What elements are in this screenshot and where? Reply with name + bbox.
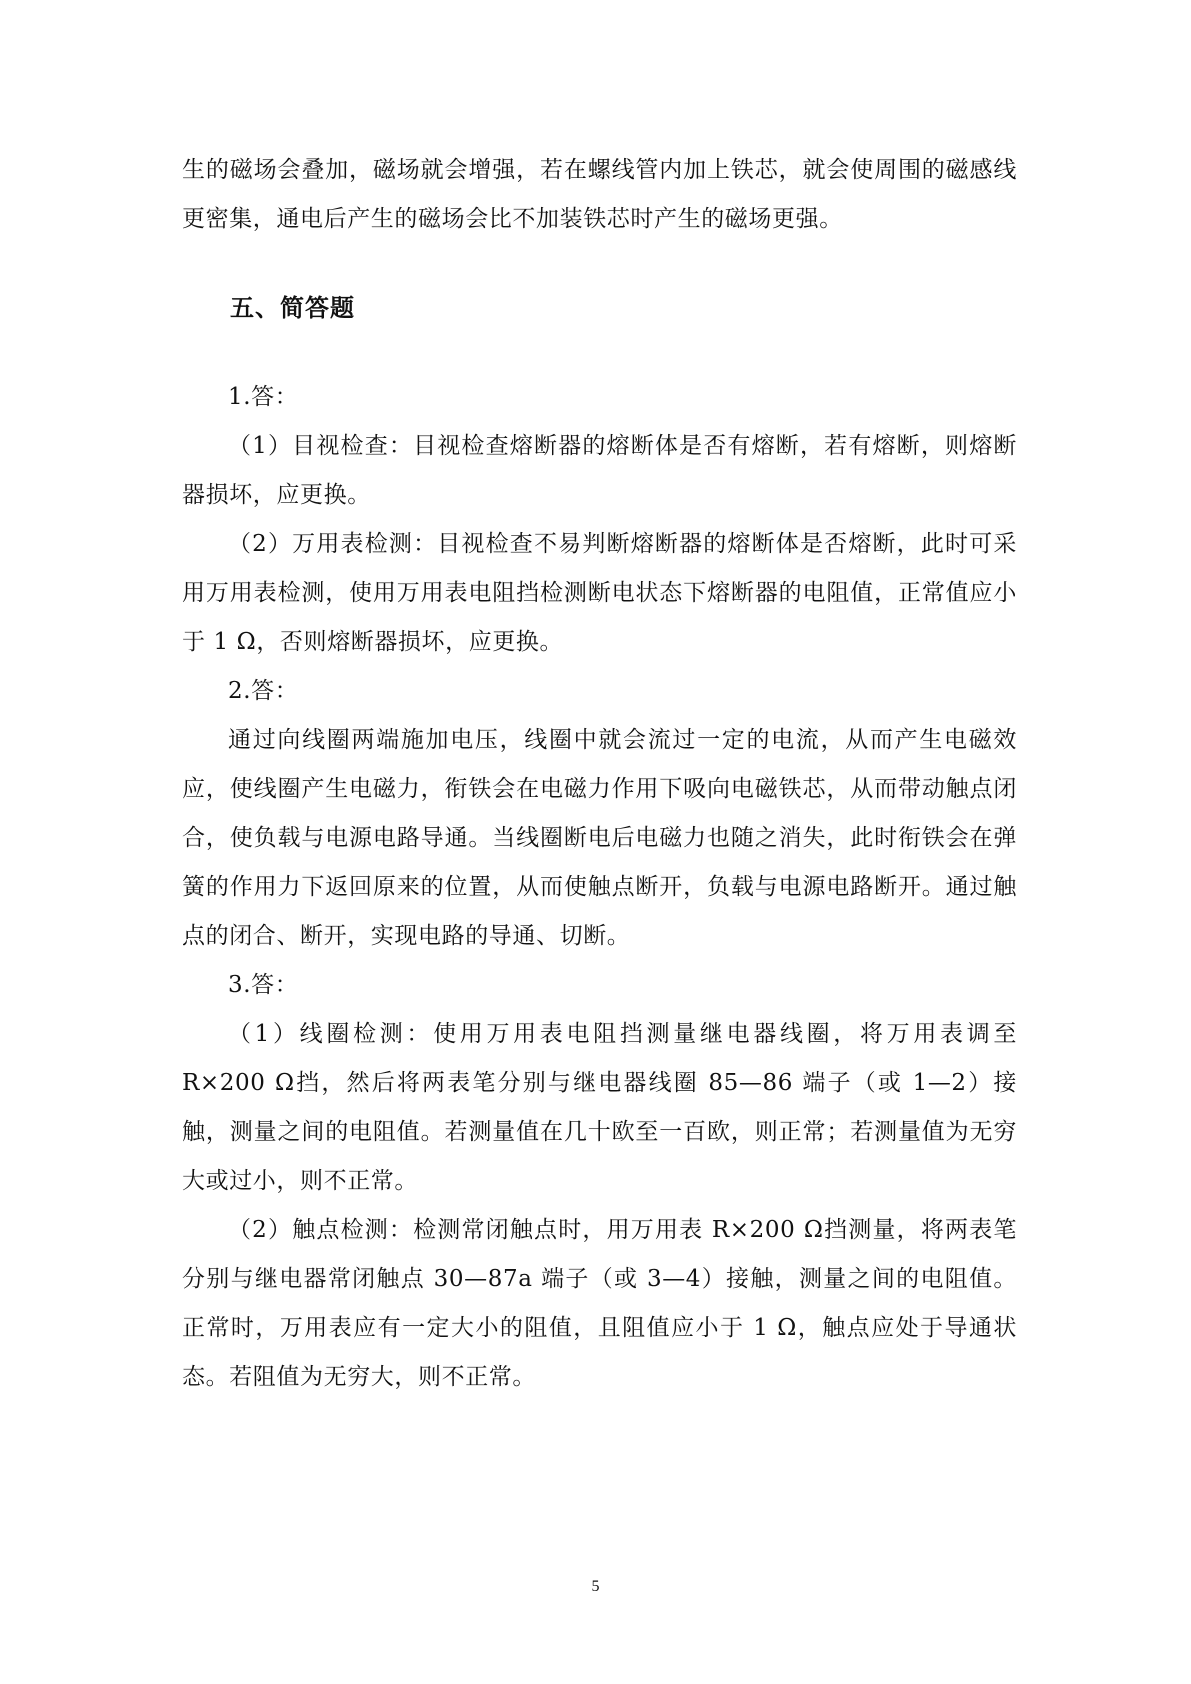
answer-2-paragraph-1: 通过向线圈两端施加电压，线圈中就会流过一定的电流，从而产生电磁效应，使线圈产生电磁力，衔铁会在电磁力作用下吸向电磁铁芯，从而带动触点闭合，使负载与电源电路导通。当线圈断电后电磁力也随之消失，此时衔铁会在弹簧的作用力下返回原来的位置，从而使触点断开，负载与电源电路断开。通过触点的闭合、断开，实现电路的导通、切断。 [182,727,1017,949]
answer-3-paragraph-1: （1）线圈检测：使用万用表电阻挡测量继电器线圈，将万用表调至 R×200 Ω挡，然后将两表笔分别与继电器线圈 85—86 端子（或 1—2）接触，测量之间的电阻值。若测量值在几十欧至一百欧，则正常；若测量值为无穷大或过小，则不正常。 [182,1021,1017,1194]
section-heading: 五、简答题 [230,294,355,322]
answer-1-paragraph-2: （2）万用表检测：目视检查不易判断熔断器的熔断体是否熔断，此时可采用万用表检测，使用万用表电阻挡检测断电状态下熔断器的电阻值，正常值应小于 1 Ω，否则熔断器损坏，应更换。 [182,531,1017,655]
answer-1-label: 1.答： [228,384,299,410]
answer-3-label: 3.答： [228,972,299,998]
page-body [182,146,1017,1402]
intro-paragraph: 生的磁场会叠加，磁场就会增强，若在螺线管内加上铁芯，就会使周围的磁感线更密集，通电后产生的磁场会比不加装铁芯时产生的磁场更强。 [182,157,1017,232]
page-number: 5 [591,1578,600,1595]
answer-3-paragraph-2: （2）触点检测：检测常闭触点时，用万用表 R×200 Ω挡测量，将两表笔分别与继电器常闭触点 30—87a 端子（或 3—4）接触，测量之间的电阻值。正常时，万用表应有一定大小的阻值，且阻值应小于 1 Ω，触点应处于导通状态。若阻值为无穷大，则不正常。 [182,1217,1017,1390]
answer-1-paragraph-1: （1）目视检查：目视检查熔断器的熔断体是否有熔断，若有熔断，则熔断器损坏，应更换。 [182,433,1017,508]
answer-2-label: 2.答： [228,678,299,704]
